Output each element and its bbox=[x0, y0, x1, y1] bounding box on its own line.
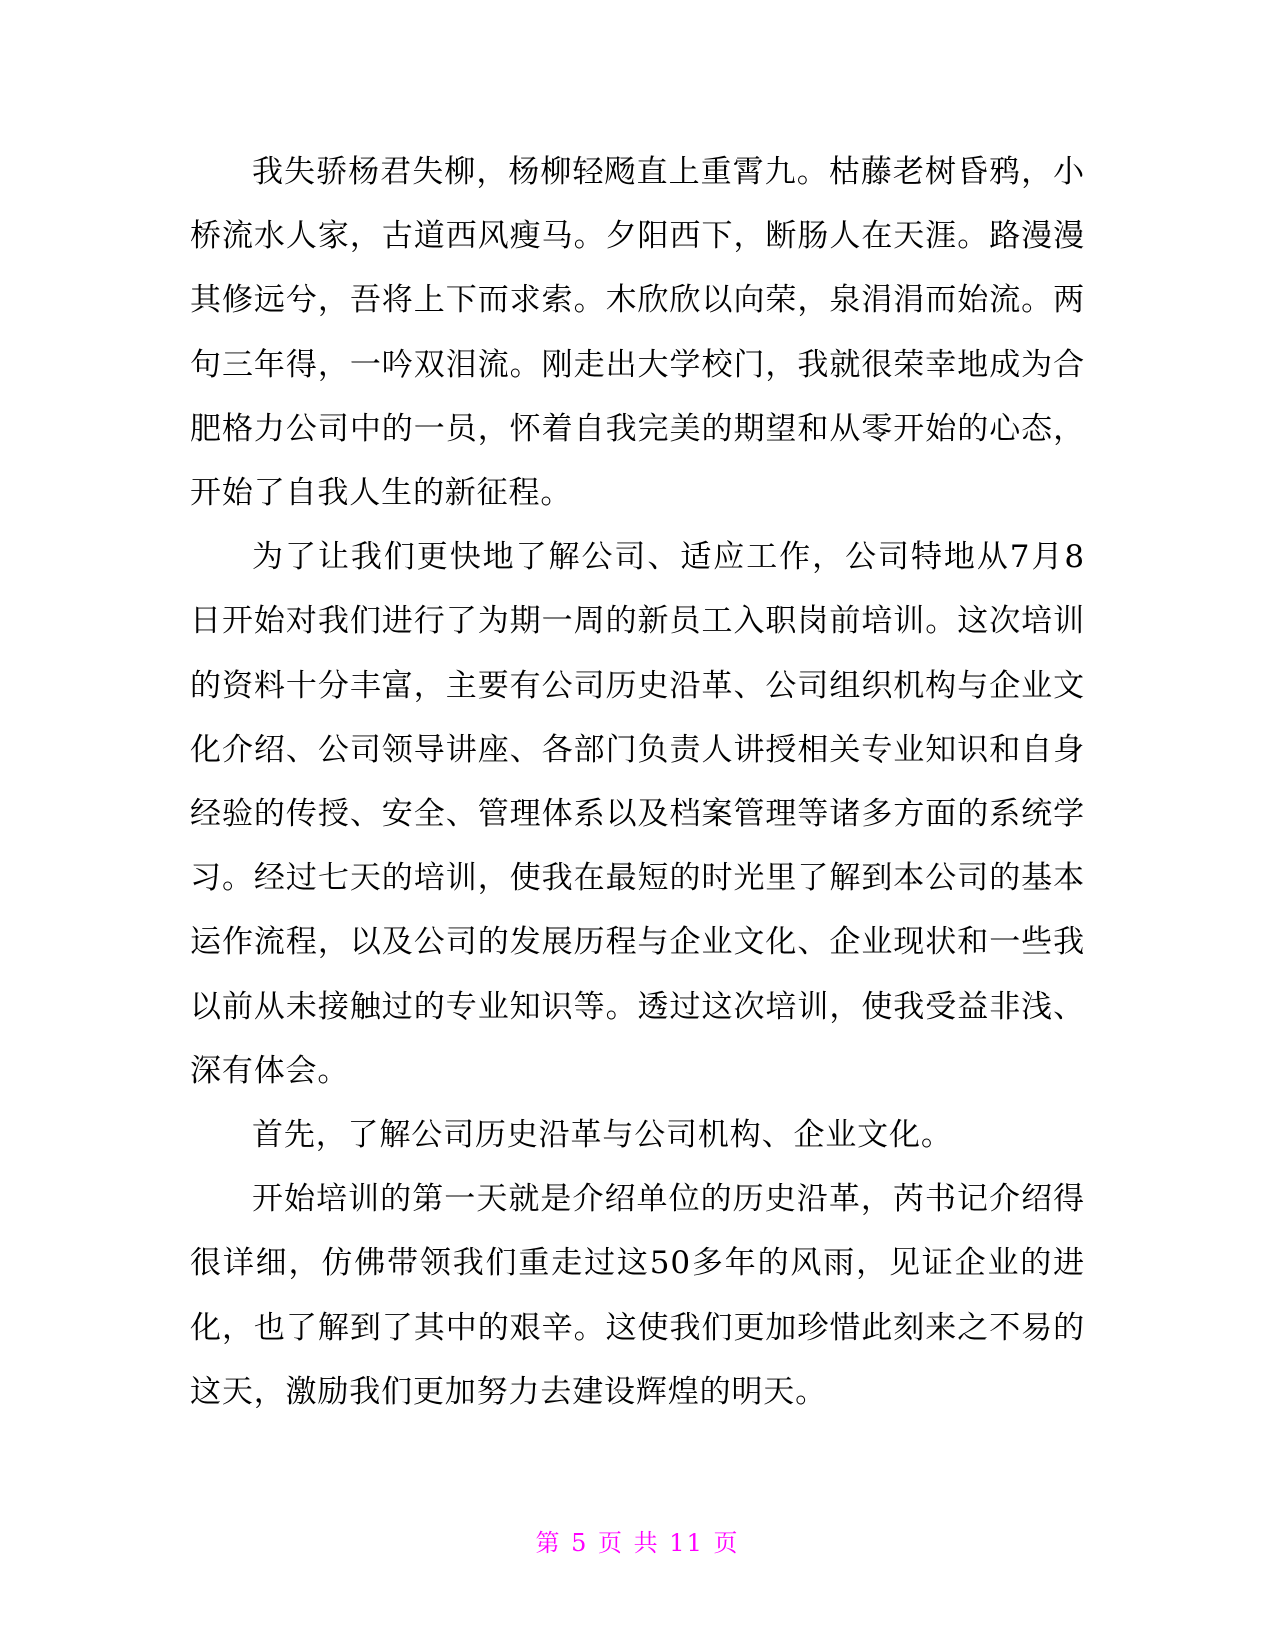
paragraph-history: 开始培训的第一天就是介绍单位的历史沿革，芮书记介绍得很详细，仿佛带领我们重走过这50多年的风雨，见证企业的进化，也了解到了其中的艰辛。这使我们更加珍惜此刻来之不易的这天，激励我们更加努力去建设辉煌的明天。 bbox=[190, 1181, 1085, 1410]
paragraph-intro: 我失骄杨君失柳，杨柳轻飏直上重霄九。枯藤老树昏鸦，小桥流水人家，古道西风瘦马。夕阳西下，断肠人在天涯。路漫漫其修远兮，吾将上下而求索。木欣欣以向荣，泉涓涓而始流。两句三年得，一吟双泪流。刚走出大学校门，我就很荣幸地成为合肥格力公司中的一员，怀着自我完美的期望和从零开始的心态，开始了自我人生的新征程。 bbox=[190, 154, 1085, 512]
paragraph-training-overview: 为了让我们更快地了解公司、适应工作，公司特地从7月8日开始对我们进行了为期一周的新员工入职岗前培训。这次培训的资料十分丰富，主要有公司历史沿革、公司组织机构与企业文化介绍、公司领导讲座、各部门负责人讲授相关专业知识和自身经验的传授、安全、管理体系以及档案管理等诸多方面的系统学习。经过七天的培训，使我在最短的时光里了解到本公司的基本运作流程，以及公司的发展历程与企业文化、企业现状和一些我以前从未接触过的专业知识等。透过这次培训，使我受益非浅、深有体会。 bbox=[190, 539, 1085, 1089]
page-number-footer: 第 5 页 共 11 页 bbox=[535, 1529, 740, 1557]
document-body bbox=[190, 140, 1085, 1424]
paragraph-first-point: 首先，了解公司历史沿革与公司机构、企业文化。 bbox=[252, 1117, 953, 1154]
